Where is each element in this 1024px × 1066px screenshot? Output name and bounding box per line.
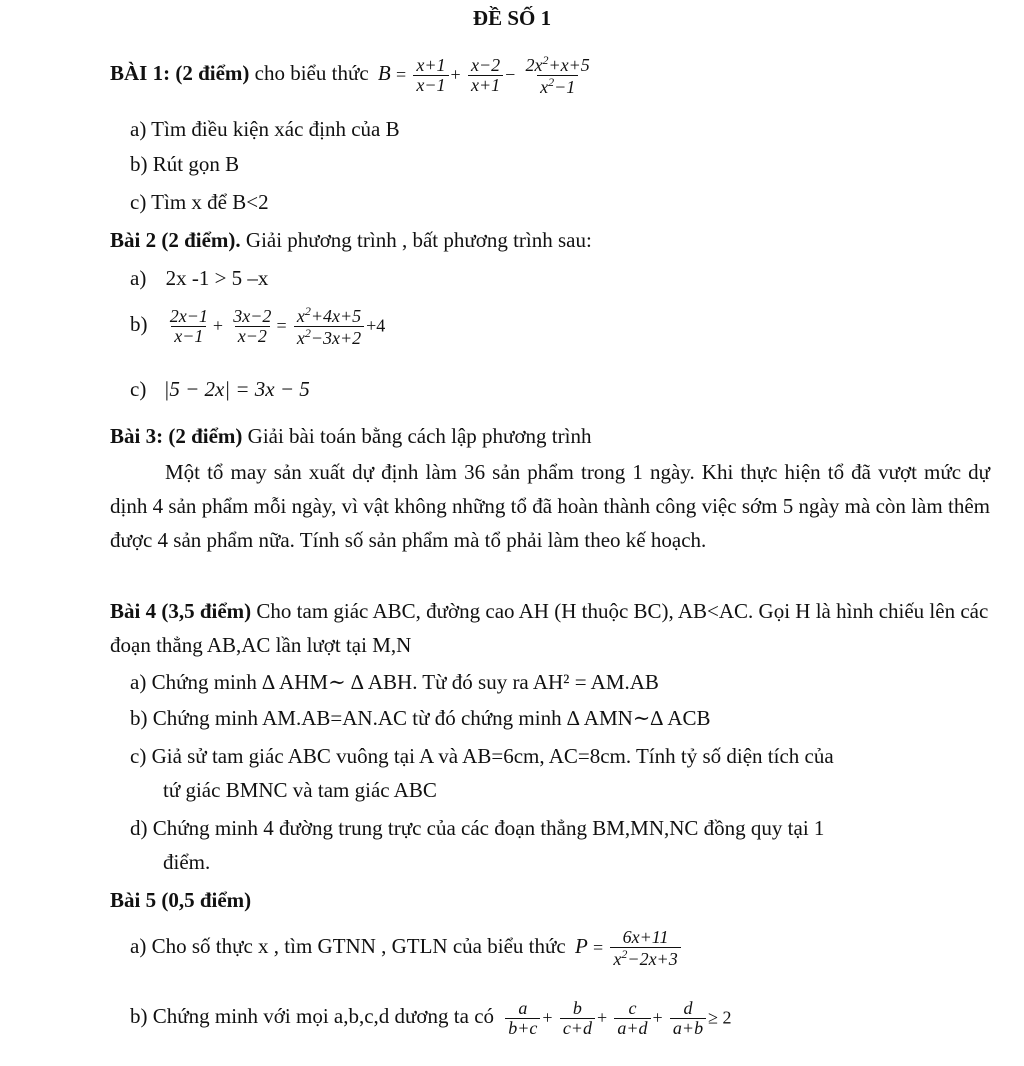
page-title: ĐỀ SỐ 1	[472, 6, 552, 30]
bai5-b-inequality: $\frac{a}{b+c}$ + $\frac{b}{c+d}$ + $\frac{c}{a+d}$ + $\frac{d}{a+b}$ ≥ 2	[503, 1004, 731, 1028]
bai4-heading: Bài 4 (3,5 điểm)	[110, 599, 252, 623]
bai2-c: |5 − 2x| = 3x − 5	[163, 377, 310, 401]
bai5-b-line	[130, 999, 731, 1038]
bai2-a: 2x -1 > 5 –x	[165, 266, 269, 290]
bai2-line	[110, 228, 592, 253]
bai2-intro: Giải phương trình , bất phương trình sau:	[245, 228, 592, 252]
bai4-block	[110, 594, 990, 662]
bai5-a-expression: P = $\frac{6x+11}{x^2-2x+3}$	[575, 934, 683, 958]
bai3-intro: Giải bài toán bằng cách lập phương trình	[247, 424, 592, 448]
bai3-line	[110, 424, 591, 449]
bai4-b: b) Chứng minh AM.AB=AN.AC từ đó chứng minh ∆ AMN∼∆ ACB	[130, 706, 711, 730]
bai2-a-label: a)	[130, 266, 147, 290]
bai2-c-line	[130, 377, 310, 402]
bai5-b: b) Chứng minh với mọi a,b,c,d dương ta có	[130, 1004, 495, 1029]
bai4-c2: tứ giác BMNC và tam giác ABC	[163, 778, 437, 802]
bai2-b-line	[130, 305, 385, 348]
bai1-expression: B = $\frac{x+1}{x-1}$ + $\frac{x-2}{x+1}$ − $\frac{2x^2+x+5}{x^2-1}$	[377, 53, 590, 97]
bai2-b-label: b)	[130, 312, 148, 337]
bai2-heading: Bài 2 (2 điểm).	[110, 228, 241, 252]
bai3-body: Một tổ may sản xuất dự định làm 36 sản phẩm trong 1 ngày. Khi thực hiện tổ đã vượt mức dự dịnh 4 sản phẩm mỗi ngày, vì vật không những tổ đã hoàn thành công việc sớm 5 ngày mà còn làm thêm được 4 sản phẩm nữa. Tính số sản phẩm mà tổ phải làm theo kế hoạch.	[110, 460, 990, 552]
bai1-heading: BÀI 1: (2 điểm)	[110, 61, 250, 86]
bai4-intro: Cho tam giác ABC, đường cao AH (H thuộc BC), AB<AC. Gọi H là hình chiếu lên các đoạn thẳng AB,AC lần lượt tại M,N	[110, 599, 989, 657]
bai4-c1: c) Giả sử tam giác ABC vuông tại A và AB=6cm, AC=8cm. Tính tỷ số diện tích của	[130, 744, 834, 768]
bai2-b-equation: $\frac{2x-1}{x-1}$ + $\frac{3x-2}{x-2}$ = $\frac{x^2+4x+5}{x^2-3x+2}$ +4	[169, 304, 386, 348]
bai4-d1: d) Chứng minh 4 đường trung trực của các đoạn thẳng BM,MN,NC đồng quy tại 1	[130, 816, 825, 840]
bai5-a: a) Cho số thực x , tìm GTNN , GTLN của biểu thức	[130, 934, 566, 959]
bai1-intro: cho biểu thức	[254, 61, 369, 86]
bai1-a: a) Tìm điều kiện xác định của B	[130, 117, 400, 141]
bai5-a-line	[130, 928, 683, 969]
bai5-heading: Bài 5 (0,5 điểm)	[110, 888, 252, 912]
bai2-a-line	[130, 266, 268, 291]
bai1-b: b) Rút gọn B	[130, 152, 240, 176]
bai4-a: a) Chứng minh ∆ AHM∼ ∆ ABH. Từ đó suy ra AH² = AM.AB	[130, 670, 659, 694]
bai3-heading: Bài 3: (2 điểm)	[110, 424, 243, 448]
bai4-d2: điểm.	[163, 850, 211, 874]
bai1-line	[110, 54, 595, 97]
bai2-c-label: c)	[130, 377, 147, 401]
bai1-c: c) Tìm x để B<2	[130, 190, 269, 214]
